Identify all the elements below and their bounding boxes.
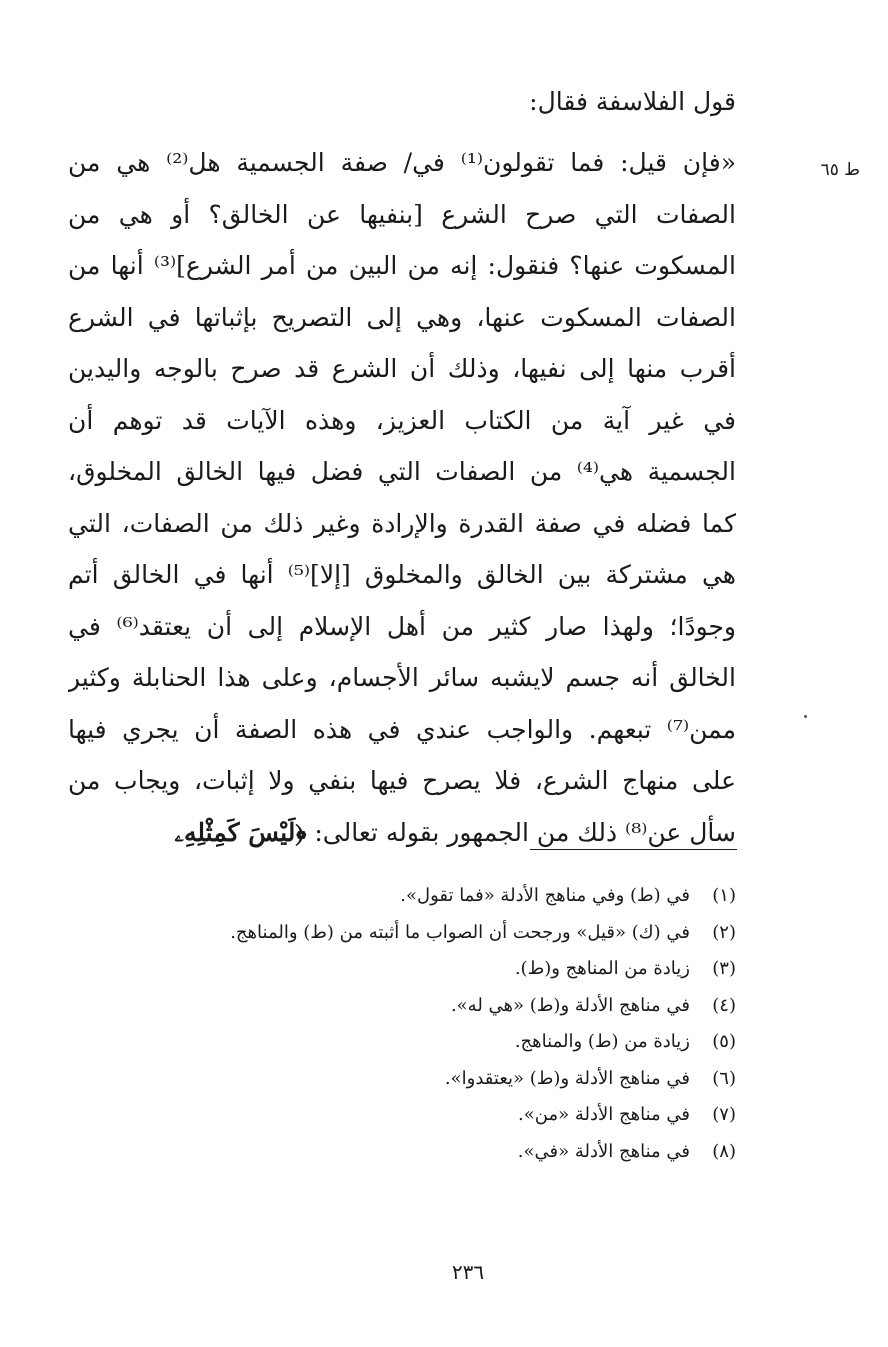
footnote-number: (٥) [712,1031,736,1052]
footnote-text: في مناهج الأدلة «من». [518,1104,690,1125]
footnote-number: (٦) [712,1067,736,1089]
footnote-number: (٧) [712,1104,736,1125]
footnote-item [116,988,736,1025]
footnote-item [116,915,736,952]
footnote-number: (٨) [712,1140,736,1162]
page-number: ٢٣٦ [451,1260,485,1284]
margin-reference-note: ط ٦٥ [820,160,860,180]
footnote-text: زيادة من (ط) والمناهج. [514,1031,690,1052]
quran-quote: ﴿لَيْسَ كَمِثْلِهِۦ [174,817,307,847]
text-line: ممن⁽⁷⁾ تبعهم. والواجب عندي في هذه الصفة أن يجري فيها [68,714,736,744]
last-line-text: سأل عن⁽⁸⁾ ذلك من الجمهور بقوله تعالى: [314,817,736,847]
footnote-text: في مناهج الأدلة و(ط) «هي له». [450,994,690,1016]
footnote-separator [530,849,737,850]
text-line: وجودًا؛ ولهذا صار كثير من أهل الإسلام إلى أن يعتقد⁽⁶⁾ في [68,611,736,641]
footnotes-list [116,878,736,1170]
footnote-text: في (ط) وفي مناهج الأدلة «فما تقول». [400,885,690,906]
text-line: على منهاج الشرع، فلا يصرح فيها بنفي ولا إثبات، ويجاب من [68,766,736,795]
text-line: أقرب منها إلى نفيها، وذلك أن الشرع قد صرح بالوجه واليدين [68,354,736,383]
footnote-item [116,1097,736,1134]
footnote-item [116,878,736,915]
text-line: المسكوت عنها؟ فنقول: إنه من البين من أمر الشرع]⁽³⁾ أنها من [68,251,736,280]
footnote-text: في (ك) «قيل» ورجحت أن الصواب ما أثبته من (ط) والمناهج. [230,921,690,943]
footnote-number: (١) [712,885,736,906]
footnote-text: في مناهج الأدلة و(ط) «يعتقدوا». [444,1067,690,1089]
footnote-number: (٣) [712,958,736,979]
text-line-last [68,807,736,859]
text-line: الصفات المسكوت عنها، وهي إلى التصريح بإثباتها في الشرع [68,302,736,332]
footnote-number: (٢) [712,921,736,943]
text-line: الصفات التي صرح الشرع [بنفيها عن الخالق؟ أو هي من [68,199,736,229]
text-line: الجسمية هي⁽⁴⁾ من الصفات التي فضل فيها الخالق المخلوق، [68,457,736,486]
scan-speck [804,715,807,718]
footnote-number: (٤) [712,994,736,1016]
footnote-text: زيادة من المناهج و(ط). [514,958,690,979]
footnote-text: في مناهج الأدلة «في». [517,1140,690,1162]
main-text [68,137,736,858]
page-heading: قول الفلاسفة فقال: [529,87,736,116]
footnote-item [116,1061,736,1098]
footnote-item [116,1134,736,1171]
text-line: في غير آية من الكتاب العزيز، وهذه الآيات قد توهم أن [68,405,736,435]
footnote-item [116,1024,736,1061]
text-line: كما فضله في صفة القدرة والإرادة وغير ذلك من الصفات، التي [68,508,736,538]
text-line: هي مشتركة بين الخالق والمخلوق [إلا]⁽⁵⁾ أنها في الخالق أتم [68,560,736,589]
text-line: الخالق أنه جسم لايشبه سائر الأجسام، وعلى هذا الحنابلة وكثير [68,663,736,692]
text-line: «فإن قيل: فما تقولون⁽¹⁾ في/ صفة الجسمية هل⁽²⁾ هي من [68,148,736,177]
footnote-item [116,951,736,988]
